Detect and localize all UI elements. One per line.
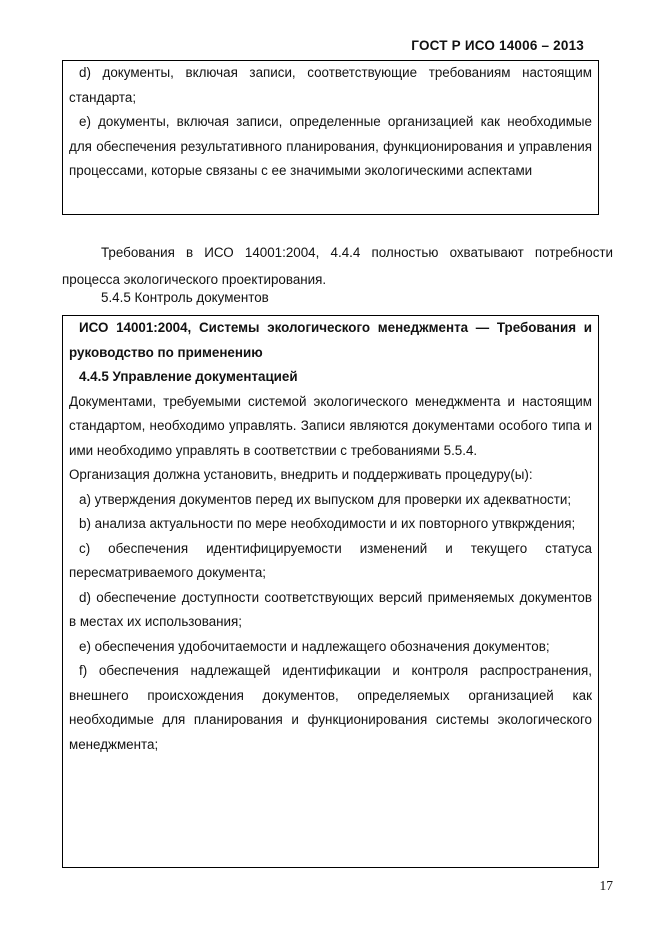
list-item-b: b) анализа актуальности по мере необходимости и их повторного утвкрждения; — [79, 516, 576, 531]
page-number: 17 — [599, 878, 613, 893]
list-item-c: c) обеспечения идентифицируемости изменений и текущего статуса пересматриваемого документа; — [69, 540, 592, 580]
quote-box-requirements — [62, 60, 599, 215]
list-item-a: a) утверждения документов перед их выпуском для проверки их адекватности; — [79, 491, 572, 507]
quote-paragraph: Организация должна установить, внедрить и поддерживать процедуру(ы): — [69, 467, 533, 482]
quote-heading: ИСО 14001:2004, Системы экологического менеджмента — Требования и руководство по применению — [69, 320, 592, 360]
quote-paragraph: Документами, требуемыми системой экологического менеджмента и настоящим стандартом, необходимо управлять. Записи являются документами особого типа и ими необходимо управлять в соответствии с требованиями 5.5.4. — [69, 393, 592, 458]
body-paragraph: Требования в ИСО 14001:2004, 4.4.4 полностью охватывают потребности процесса экологического проектирования. — [62, 245, 613, 288]
list-item-e: e) обеспечения удобочитаемости и надлежащего обозначения документов; — [79, 638, 550, 654]
list-item-f: f) обеспечения надлежащей идентификации и контроля распространения, внешнего происхождения документов, определяемых организацией как необходимые для планирования и функционирования системы экологического менеджмента; — [69, 663, 592, 752]
list-item-d: d) документы, включая записи, соответствующие требованиям настоящим стандарта; — [69, 65, 592, 105]
section-title: 5.4.5 Контроль документов — [101, 290, 269, 305]
document-header: ГОСТ Р ИСО 14006 – 2013 — [411, 38, 584, 53]
quote-box-document-control — [62, 315, 599, 868]
quote-subheading: 4.4.5 Управление документацией — [79, 369, 298, 384]
list-item-d: d) обеспечение доступности соответствующих версий применяемых документов в местах их использования; — [69, 589, 592, 629]
list-item-e: e) документы, включая записи, определенные организацией как необходимые для обеспечения результативного планирования, функционирования и управления процессами, которые связаны с ее значимыми экологическими аспектами — [69, 114, 592, 178]
